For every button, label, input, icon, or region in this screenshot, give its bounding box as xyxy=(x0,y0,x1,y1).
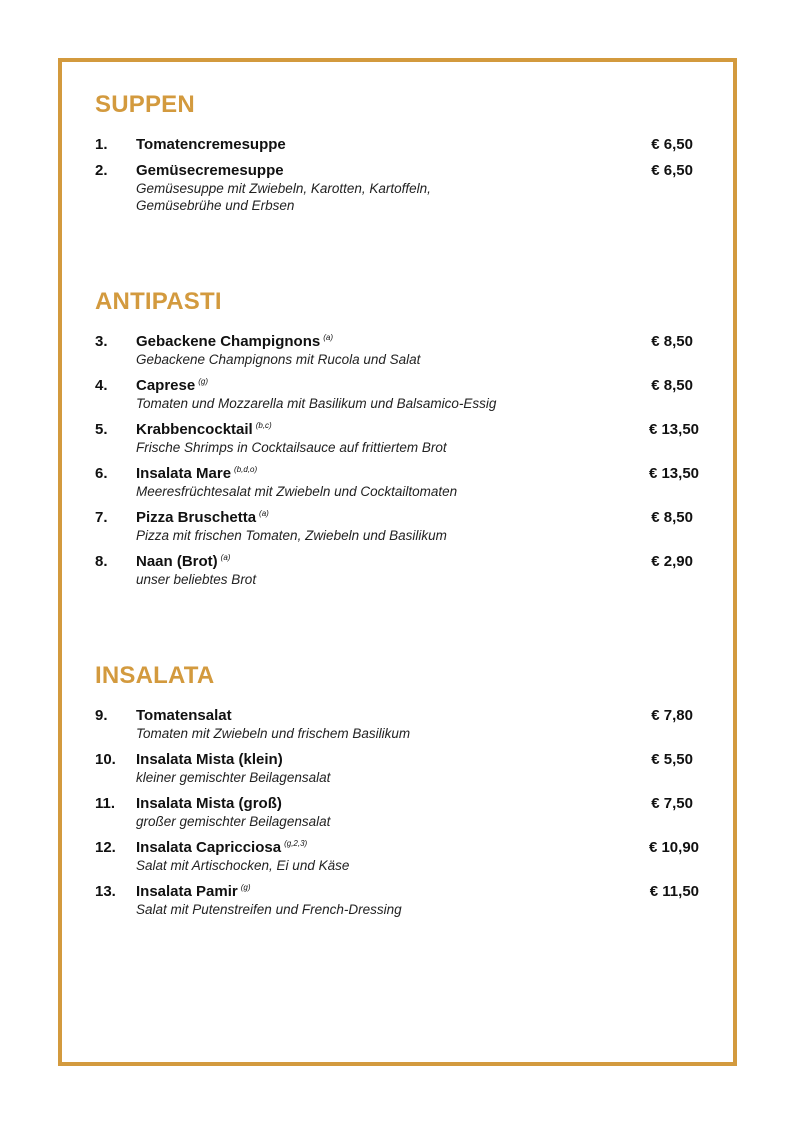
item-name: Insalata Pamir $^{(g)}$ xyxy=(136,883,251,900)
allergen-codes: (a) xyxy=(323,333,333,342)
item-description: Salat mit Putenstreifen und French-Dressing xyxy=(136,902,402,917)
item-name: Naan (Brot) $^{(a)}$ xyxy=(136,553,231,570)
section-insalata xyxy=(95,661,705,927)
item-price: € 6,50 xyxy=(651,162,693,179)
menu-item xyxy=(95,333,705,369)
item-number: 13. xyxy=(95,883,116,900)
item-number: 2. xyxy=(95,162,108,179)
item-name: Tomatensalat xyxy=(136,707,232,724)
item-description: Gebackene Champignons mit Rucola und Salat xyxy=(136,352,421,367)
menu-item xyxy=(95,421,705,457)
item-number: 4. xyxy=(95,377,108,394)
item-name: Tomatencremesuppe xyxy=(136,136,286,153)
item-number: 10. xyxy=(95,751,116,768)
section-title: SUPPEN xyxy=(95,91,195,118)
item-number: 8. xyxy=(95,553,108,570)
menu-item-list xyxy=(95,333,705,589)
item-price: € 5,50 xyxy=(651,751,693,768)
allergen-codes: (b,d,o) xyxy=(234,465,258,474)
allergen-codes: (a) xyxy=(259,509,269,518)
item-number: 6. xyxy=(95,465,108,482)
allergen-codes: (a) xyxy=(220,553,231,562)
item-description: kleiner gemischter Beilagensalat xyxy=(136,770,331,785)
menu-item xyxy=(95,839,705,875)
item-number: 1. xyxy=(95,136,108,153)
menu-item xyxy=(95,162,705,214)
item-name: Caprese $^{(g)}$ xyxy=(136,377,208,394)
item-price: € 8,50 xyxy=(651,509,693,526)
item-description: Meeresfrüchtesalat mit Zwiebeln und Cocktailtomaten xyxy=(136,484,458,499)
item-name: Pizza Bruschetta $^{(a)}$ xyxy=(136,509,269,526)
section-suppen xyxy=(95,90,705,222)
item-number: 3. xyxy=(95,333,108,350)
item-number: 12. xyxy=(95,839,116,856)
item-price: € 11,50 xyxy=(649,883,699,900)
menu-item xyxy=(95,795,705,831)
item-price: € 2,90 xyxy=(651,553,693,570)
item-number: 5. xyxy=(95,421,108,438)
item-number: 9. xyxy=(95,707,108,724)
item-name: Insalata Mista (groß) xyxy=(136,795,282,812)
allergen-codes: (g) xyxy=(240,883,251,892)
item-price: € 13,50 xyxy=(648,421,699,438)
menu-item xyxy=(95,465,705,501)
section-title: INSALATA xyxy=(95,662,215,689)
item-number: 11. xyxy=(95,795,116,812)
menu-item xyxy=(95,136,705,154)
item-price: € 6,50 xyxy=(651,136,693,153)
item-description: großer gemischter Beilagensalat xyxy=(136,814,331,829)
menu-item-list xyxy=(95,136,705,214)
item-name: Gebackene Champignons $^{(a)}$ xyxy=(136,333,333,350)
item-name: Krabbencocktail $^{(b,c)}$ xyxy=(136,421,272,438)
item-price: € 7,50 xyxy=(651,795,693,812)
item-name: Insalata Mare $^{(b,d,o)}$ xyxy=(136,465,258,482)
item-description: Gemüsesuppe mit Zwiebeln, Karotten, Kartoffeln, Gemüsebrühe und Erbsen xyxy=(136,181,431,213)
allergen-codes: (g) xyxy=(198,377,208,386)
menu-item xyxy=(95,509,705,545)
item-number: 7. xyxy=(95,509,108,526)
item-price: € 7,80 xyxy=(651,707,693,724)
item-price: € 13,50 xyxy=(648,465,699,482)
allergen-codes: (g,2,3) xyxy=(284,839,308,848)
item-description: unser beliebtes Brot xyxy=(136,572,257,587)
item-name: Gemüsecremesuppe xyxy=(136,162,284,179)
menu-item xyxy=(95,751,705,787)
menu-item xyxy=(95,377,705,413)
menu-item xyxy=(95,553,705,589)
item-description: Pizza mit frischen Tomaten, Zwiebeln und Basilikum xyxy=(136,528,447,543)
item-description: Frische Shrimps in Cocktailsauce auf frittiertem Brot xyxy=(136,440,447,455)
menu-item-list xyxy=(95,707,705,919)
item-price: € 10,90 xyxy=(648,839,699,856)
item-description: Salat mit Artischocken, Ei und Käse xyxy=(136,858,350,873)
item-name: Insalata Mista (klein) xyxy=(136,751,283,768)
item-description: Tomaten mit Zwiebeln und frischem Basilikum xyxy=(136,726,411,741)
item-name: Insalata Capricciosa $^{(g,2,3)}$ xyxy=(136,839,308,856)
menu-item xyxy=(95,707,705,743)
item-price: € 8,50 xyxy=(651,377,693,394)
allergen-codes: (b,c) xyxy=(255,421,272,430)
section-title: ANTIPASTI xyxy=(95,288,222,315)
section-antipasti xyxy=(95,287,705,597)
menu-item xyxy=(95,883,705,919)
item-description: Tomaten und Mozzarella mit Basilikum und Balsamico-Essig xyxy=(136,396,497,411)
item-price: € 8,50 xyxy=(651,333,693,350)
